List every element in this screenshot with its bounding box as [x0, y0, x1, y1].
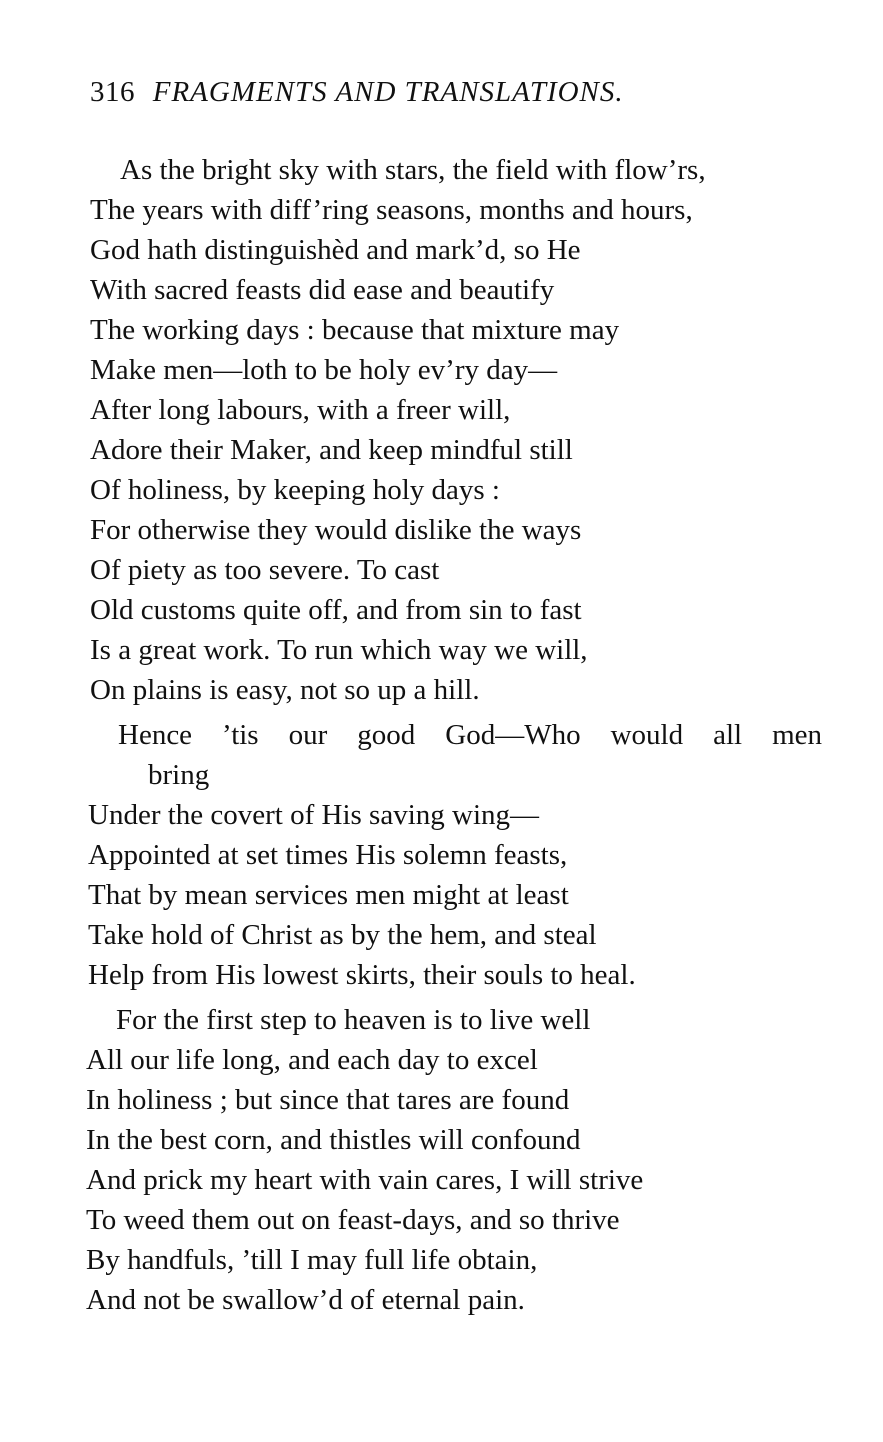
poem-line: Help from His lowest skirts, their souls to heal. — [88, 959, 636, 991]
poem-line: And prick my heart with vain cares, I will strive — [86, 1164, 644, 1196]
poem-line: bring — [148, 759, 210, 791]
poem-line: And not be swallow’d of eternal pain. — [86, 1284, 525, 1316]
poem-line: Adore their Maker, and keep mindful still — [90, 434, 573, 466]
poem-line: By handfuls, ’till I may full life obtain, — [86, 1244, 538, 1276]
running-title: FRAGMENTS AND TRANSLATIONS. — [152, 76, 624, 108]
poem-line: After long labours, with a freer will, — [90, 394, 511, 426]
poem-line: In the best corn, and thistles will confound — [86, 1124, 581, 1156]
poem-line: To weed them out on feast-days, and so thrive — [86, 1204, 620, 1236]
poem-line: The years with diff’ring seasons, months and hours, — [90, 194, 693, 226]
poem-line: In holiness ; but since that tares are found — [86, 1084, 570, 1116]
poem-line: Of holiness, by keeping holy days : — [90, 474, 500, 506]
poem-line: For the first step to heaven is to live well — [116, 1004, 591, 1036]
poem-line: For otherwise they would dislike the ways — [90, 514, 582, 546]
poem-line: Is a great work. To run which way we will, — [90, 634, 588, 666]
poem-line: On plains is easy, not so up a hill. — [90, 674, 480, 706]
poem-line: Hence ’tis our good God—Who would all men — [118, 719, 822, 751]
page-number: 316 — [90, 76, 135, 108]
poem-line: With sacred feasts did ease and beautify — [90, 274, 555, 306]
poem-line: All our life long, and each day to excel — [86, 1044, 538, 1076]
poem-line: Take hold of Christ as by the hem, and steal — [88, 919, 597, 951]
poem-line: That by mean services men might at least — [88, 879, 569, 911]
poem-line: Old customs quite off, and from sin to fast — [90, 594, 582, 626]
poem-line: God hath distinguishèd and mark’d, so He — [90, 234, 581, 266]
poem-line: As the bright sky with stars, the field with flow’rs, — [120, 154, 706, 186]
poem-line: Make men—loth to be holy ev’ry day— — [90, 354, 558, 386]
poem-line: Appointed at set times His solemn feasts, — [88, 839, 568, 871]
running-head — [90, 72, 810, 112]
poem-line: Under the covert of His saving wing— — [88, 799, 540, 831]
poem-line: Of piety as too severe. To cast — [90, 554, 440, 586]
poem-line: The working days : because that mixture may — [90, 314, 620, 346]
